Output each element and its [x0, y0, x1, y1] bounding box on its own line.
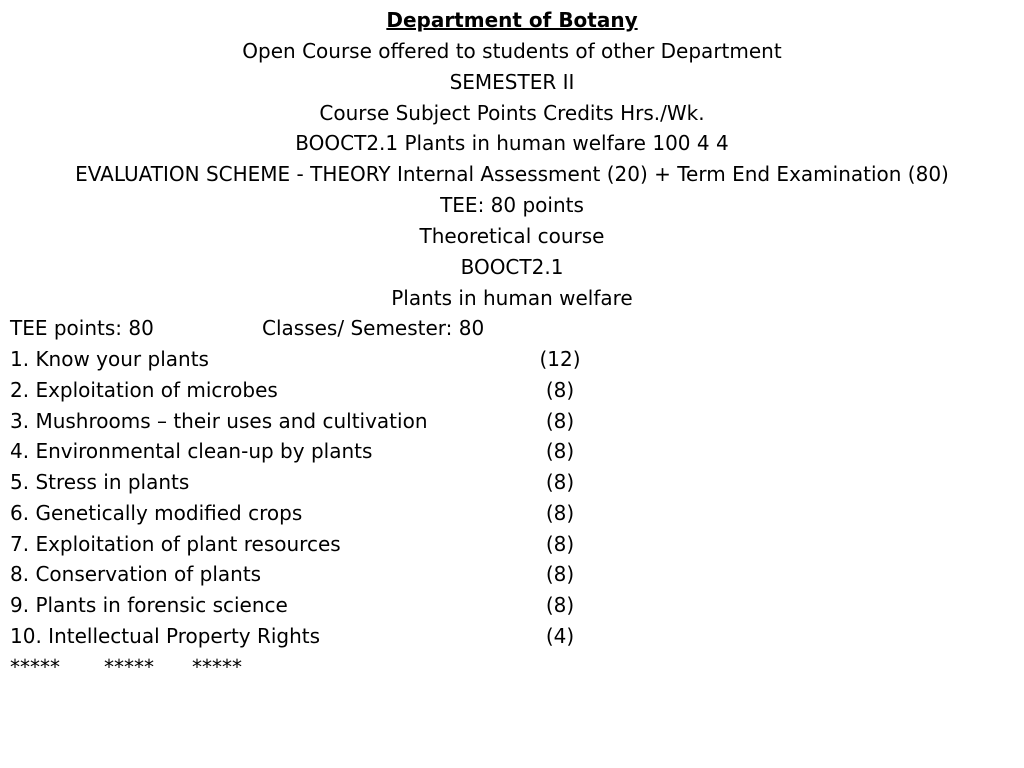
topic-hours: (8)	[545, 439, 575, 463]
tee-points-summary: TEE points: 80	[10, 316, 154, 340]
classes-summary: Classes/ Semester: 80	[262, 316, 485, 340]
topic-hours: (12)	[539, 347, 581, 371]
topic-label: 8. Conservation of plants	[10, 562, 262, 586]
course-type: Theoretical course	[419, 224, 605, 248]
topic-label: 6. Genetically modified crops	[10, 501, 303, 525]
star-divider: *****	[10, 655, 60, 679]
semester-label: SEMESTER II	[449, 70, 575, 94]
topic-hours: (8)	[545, 562, 575, 586]
topic-label: 7. Exploitation of plant resources	[10, 532, 341, 556]
topic-hours: (8)	[545, 378, 575, 402]
topic-hours: (8)	[545, 593, 575, 617]
department-title: Department of Botany	[386, 8, 638, 32]
topic-hours: (8)	[545, 470, 575, 494]
course-columns-header: Course Subject Points Credits Hrs./Wk.	[319, 101, 705, 125]
star-divider: *****	[104, 655, 154, 679]
topic-label: 5. Stress in plants	[10, 470, 190, 494]
topic-label: 2. Exploitation of microbes	[10, 378, 278, 402]
topic-label: 9. Plants in forensic science	[10, 593, 288, 617]
topic-label: 4. Environmental clean-up by plants	[10, 439, 373, 463]
course-code: BOOCT2.1	[460, 255, 564, 279]
course-name: Plants in human welfare	[391, 286, 633, 310]
topic-hours: (8)	[545, 409, 575, 433]
topic-hours: (8)	[545, 532, 575, 556]
topic-label: 10. Intellectual Property Rights	[10, 624, 321, 648]
star-divider: *****	[192, 655, 242, 679]
topic-hours: (4)	[545, 624, 575, 648]
course-row: BOOCT2.1 Plants in human welfare 100 4 4	[295, 131, 729, 155]
evaluation-scheme: EVALUATION SCHEME - THEORY Internal Assessment (20) + Term End Examination (80)	[75, 162, 949, 186]
topic-hours: (8)	[545, 501, 575, 525]
topic-label: 1. Know your plants	[10, 347, 209, 371]
tee-points-heading: TEE: 80 points	[440, 193, 584, 217]
topic-label: 3. Mushrooms – their uses and cultivation	[10, 409, 428, 433]
course-subtitle: Open Course offered to students of other Department	[242, 39, 782, 63]
